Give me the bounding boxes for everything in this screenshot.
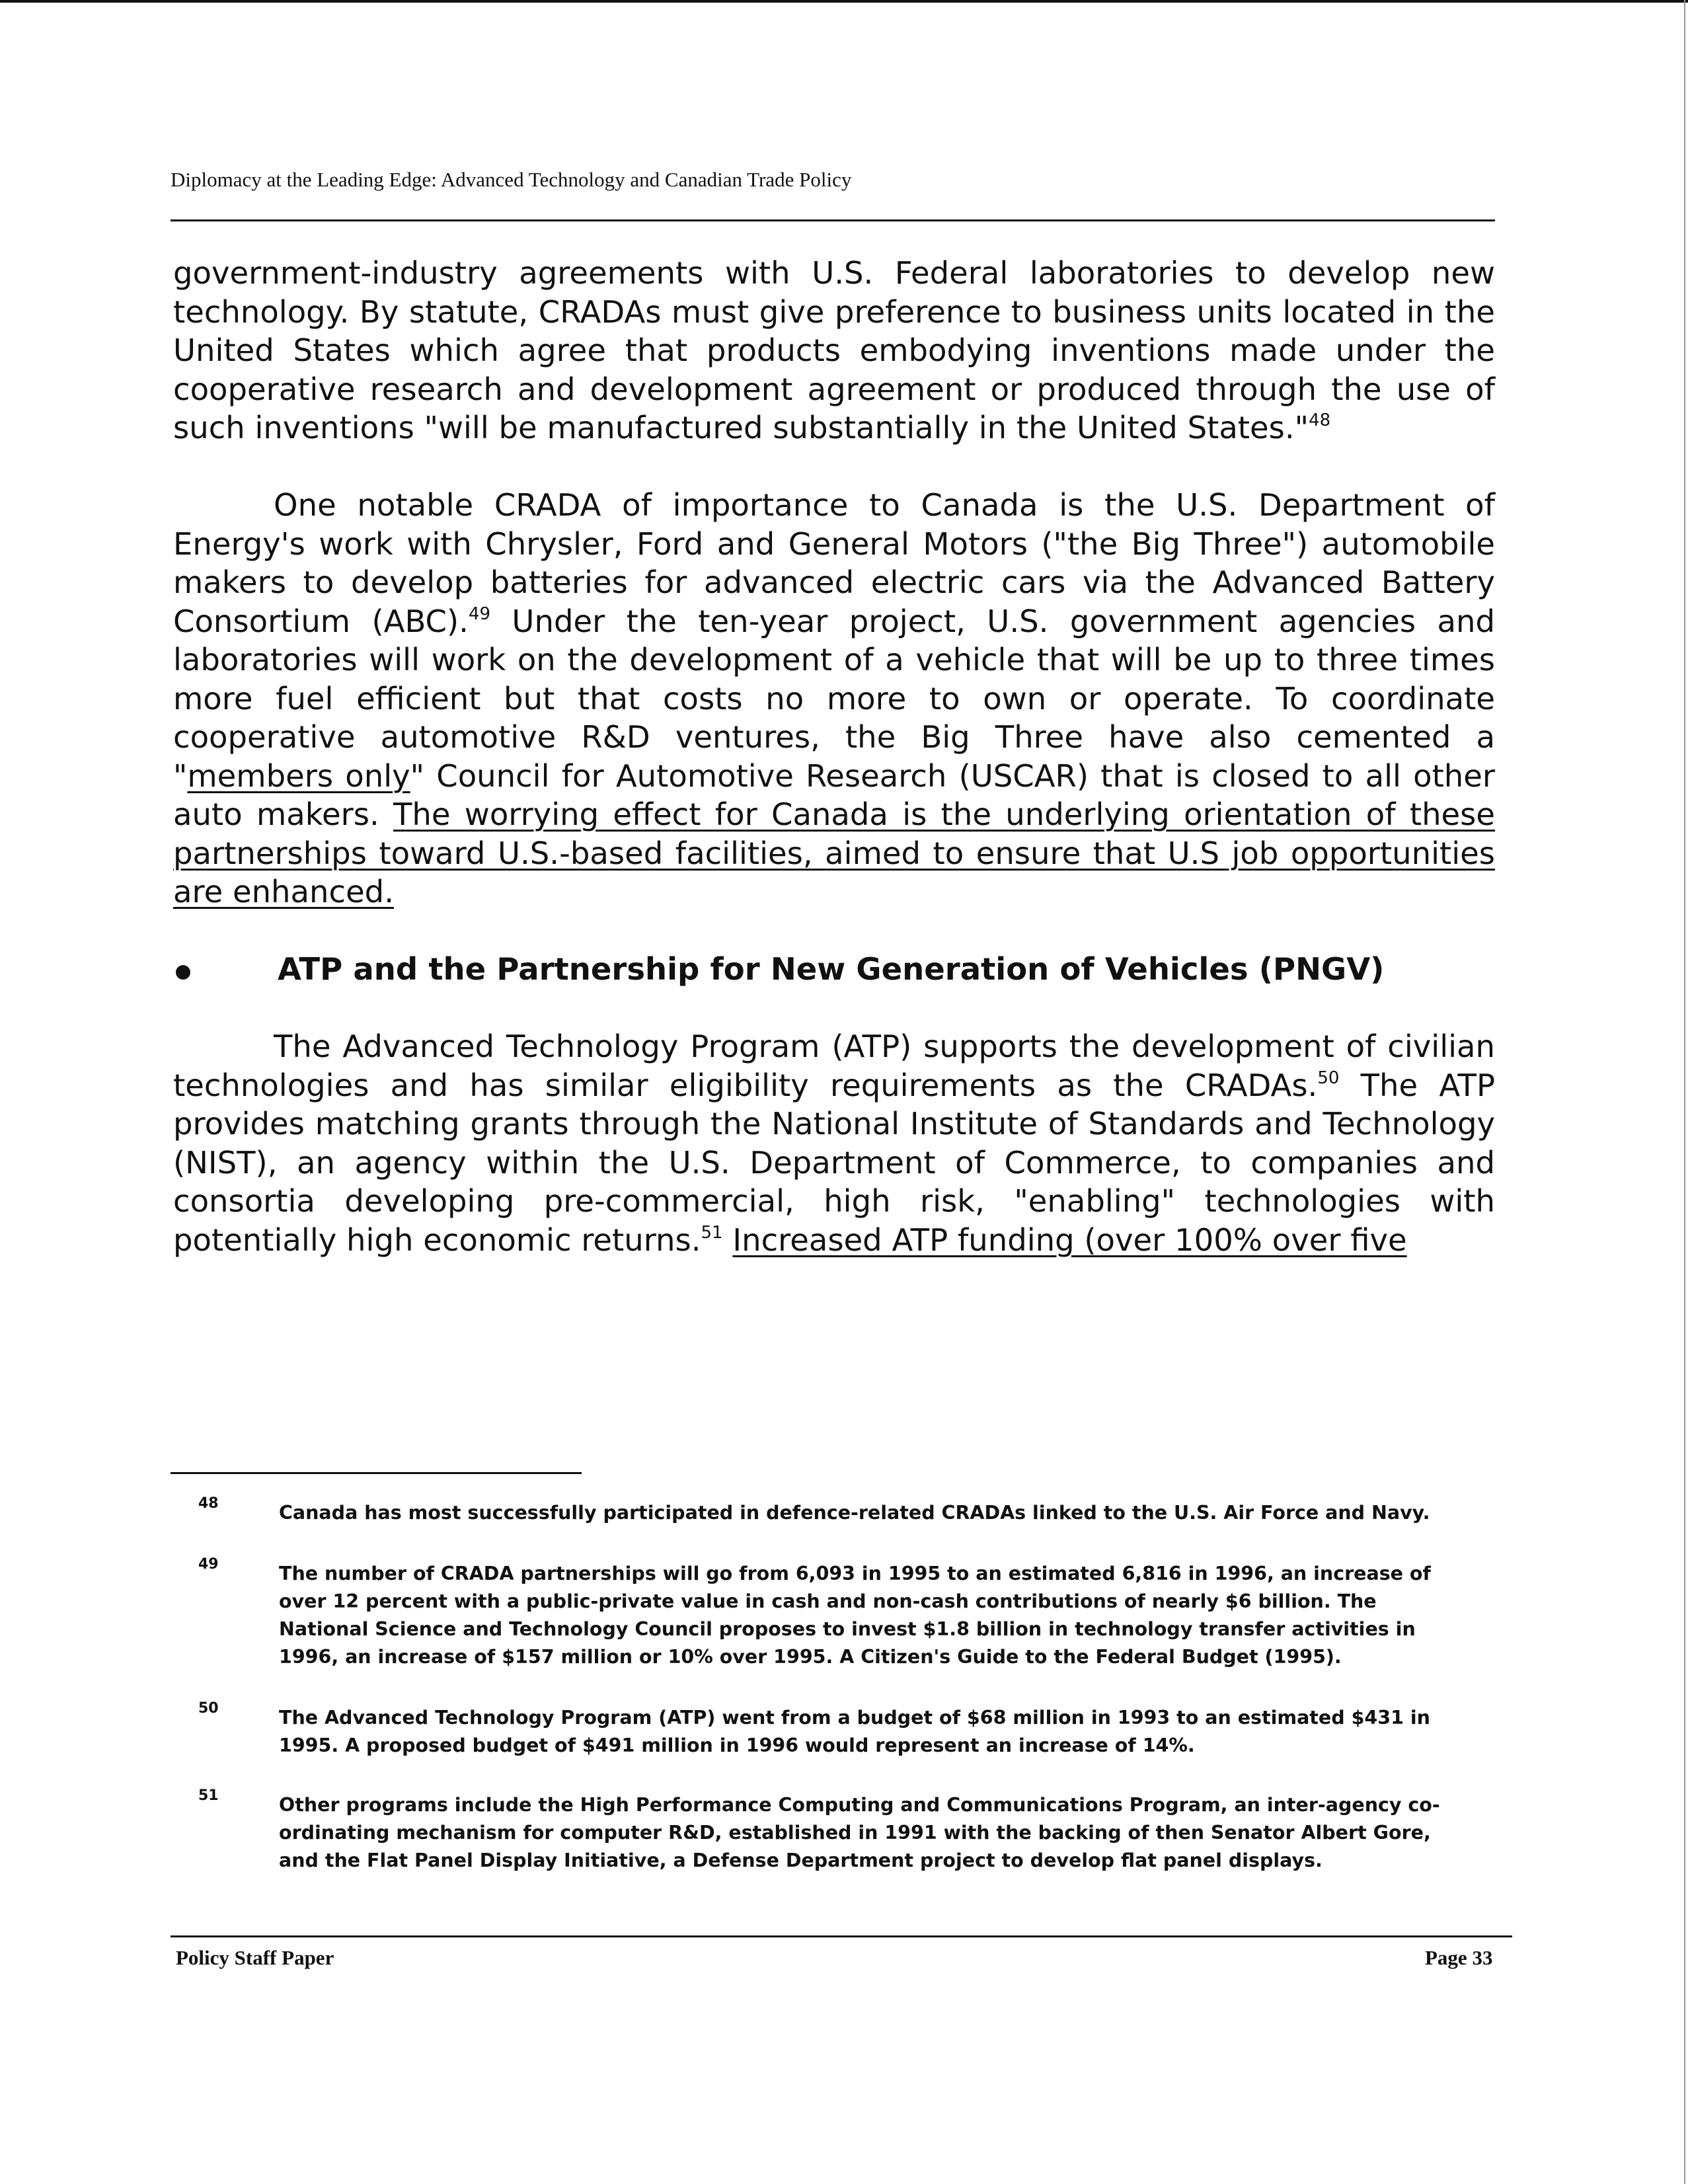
footnote-number: 48 xyxy=(198,1495,219,1512)
footnote-text: Other programs include the High Performance Computing and Communications Program, an inter-agency co-ordinating mechanism for computer R&D, established in 1991 with the backing of then Senator Albert Gore, and the Flat Panel Display Initiative, a Defense Department project to develop flat panel displays. xyxy=(279,1794,1440,1871)
footnote-number: 49 xyxy=(198,1556,219,1573)
footnote-text: The Advanced Technology Program (ATP) went from a budget of $68 million in 1993 to an estimated $431 in 1995. A proposed budget of $491 million in 1996 would represent an increase of 14%. xyxy=(279,1707,1430,1756)
paragraph-cradas-statute xyxy=(173,254,1495,448)
paragraph-text: " Council for Automotive Research (USCAR) that is closed to all other auto makers. xyxy=(173,758,1496,832)
underlined-text-members-only: members only xyxy=(187,758,410,794)
paragraph-text: Under the ten-year project, U.S. government agencies and laboratories will work on the development of a vehicle that will be up to three times more fuel efficient but that costs no more to own or operate. To coordinate cooperative automotive R&D ventures, the Big Three have also cemented a " xyxy=(173,603,1495,794)
footnote-text: The number of CRADA partnerships will go from 6,093 in 1995 to an estimated 6,816 in 1996, an increase of over 12 percent with a public-private value in cash and non-cash contributions of nearly $6 billion. The National Science and Technology Council proposes to invest $1.8 billion in technology transfer activities in 1996, an increase of $157 million or 10% over 1995. A Citizen's Guide to the Federal Budget (1995). xyxy=(279,1563,1431,1668)
page-number: Page 33 xyxy=(1425,1946,1493,1969)
scan-top-edge xyxy=(0,0,1688,3)
paragraph-text: The ATP provides matching grants through the National Institute of Standards and Technology (NIST), an agency within the U.S. Department of Commerce, to companies and consortia developing pre-commercial, high risk, "enabling" technologies with potentially high economic returns. xyxy=(173,1067,1495,1258)
paragraph-text: government-industry agreements with U.S. Federal laboratories to develop new technology. By statute, CRADAs must give preference to business units located in the United States which agree that products embodying inventions made under the cooperative research and development agreement or produced through the use of such inventions "will be manufactured substantially in the United States." xyxy=(173,255,1495,446)
scan-right-margin-line xyxy=(1684,0,1685,2184)
footnote-number: 51 xyxy=(198,1787,219,1804)
footer-publication: Policy Staff Paper xyxy=(176,1946,334,1969)
footnote-ref-48[interactable]: 48 xyxy=(1309,410,1331,430)
section-heading-atp-pngv: ATP and the Partnership for New Generation of Vehicles (PNGV) xyxy=(278,951,1385,987)
header-rule xyxy=(171,219,1495,221)
footnote-ref-51[interactable]: 51 xyxy=(701,1222,723,1243)
footnote-text: Canada has most successfully participated in defence-related CRADAs linked to the U.S. Air Force and Navy. xyxy=(279,1502,1430,1524)
underlined-text-atp-funding: Increased ATP funding (over 100% over five xyxy=(732,1222,1407,1258)
paragraph-text xyxy=(723,1222,733,1258)
underlined-text-worrying-effect: The worrying effect for Canada is the underlying orientation of these partnerships toward U.S.-based facilities, aimed to ensure that U.S job opportunities are enhanced. xyxy=(173,797,1495,910)
bullet-icon xyxy=(176,965,190,980)
footnote-ref-49[interactable]: 49 xyxy=(468,604,491,624)
footnote-ref-50[interactable]: 50 xyxy=(1317,1068,1340,1088)
paragraph-atp xyxy=(173,1027,1495,1259)
footer-rule xyxy=(171,1935,1512,1937)
paragraph-text: The Advanced Technology Program (ATP) supports the development of civilian technologies and has similar eligibility requirements as the CRADAs. xyxy=(173,1029,1495,1103)
paragraph-battery-consortium xyxy=(173,486,1495,912)
running-header: Diplomacy at the Leading Edge: Advanced Technology and Canadian Trade Policy xyxy=(171,168,852,191)
paragraph-text: One notable CRADA of importance to Canada is the U.S. Department of Energy's work with Chrysler, Ford and General Motors ("the Big Three") automobile makers to develop batteries for advanced electric cars via the Advanced Battery Consortium (ABC). xyxy=(173,487,1495,639)
footnote-number: 50 xyxy=(198,1700,219,1717)
footnote-separator xyxy=(171,1472,582,1474)
